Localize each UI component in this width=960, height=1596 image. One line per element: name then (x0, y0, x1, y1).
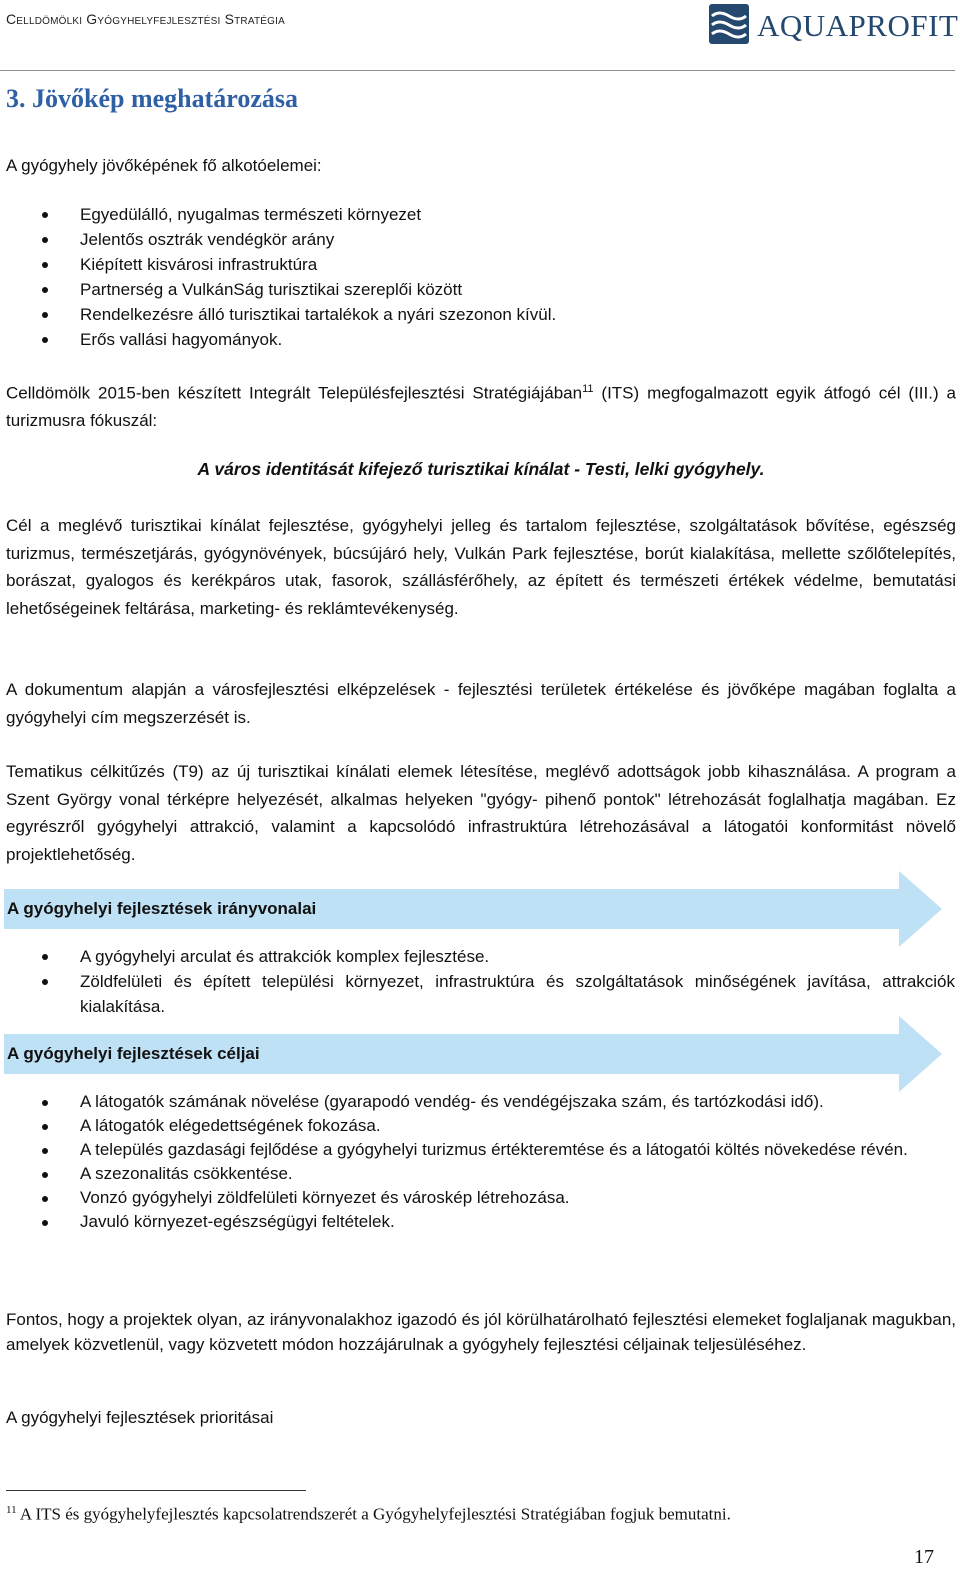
list-item: Vonzó gyógyhelyi zöldfelületi környezet és városkép létrehozása. (0, 1186, 955, 1210)
page-header (0, 0, 959, 71)
section-title: 3. Jövőkép meghatározása (6, 84, 299, 113)
footnote-number: 11 (6, 1504, 17, 1516)
list-item: Jelentős osztrák vendégkör arány (0, 227, 955, 252)
list-item: Erős vallási hagyományok. (0, 327, 955, 352)
directions-banner (4, 871, 956, 947)
list-item: A látogatók számának növelése (gyarapodó vendég- és vendégéjszaka szám, és tartózkodási idő). (0, 1090, 955, 1114)
list-item: A látogatók elégedettségének fokozása. (0, 1114, 955, 1138)
bullet-icon (42, 1124, 48, 1130)
bullet-icon (42, 1220, 48, 1226)
priorities-heading: A gyógyhelyi fejlesztések prioritásai (6, 1408, 274, 1427)
bullet-icon (42, 337, 48, 343)
its-paragraph: Celldömölk 2015-ben készített Integrált Településfejlesztési Stratégiájában$^{11}$ (ITS) megfogalmazott egyik átfogó cél (III.) a turizmusra fókuszál: (6, 383, 956, 431)
logo-text: AQUAPROFIT (757, 8, 959, 43)
closing-paragraph: Fontos, hogy a projektek olyan, az irányvonalakhoz igazodó és jól körülhatárolható fejlesztési elemeket foglaljanak magukban, amelyek közvetlenül, vagy közvetett módon hozzájárulnak a gyógyhely fejlesztési céljainak teljesüléséhez. (6, 1310, 956, 1354)
bullet-icon (42, 1172, 48, 1178)
vision-list (0, 202, 955, 352)
bullet-icon (42, 212, 48, 218)
list-item: A szezonalitás csökkentése. (0, 1162, 955, 1186)
thematic-paragraph: Tematikus célkitűzés (T9) az új turisztikai kínálati elemek létesítése, meglévő adottságok jobb kihasználása. A program a Szent György vonal térképre helyezését, alkalmas helyeken "gyógy- pihenő pontok" létrehozását foglalhatja magában. Ez egyrészről gyógyhelyi attrakció, valamint a kapcsolódó infrastruktúra létrehozásával a látogatói konformitást növelő projektlehetőség. (6, 762, 956, 864)
footnote-ref: 11 (582, 383, 594, 395)
bullet-icon (42, 262, 48, 268)
list-item: Egyedülálló, nyugalmas természeti környezet (0, 202, 955, 227)
list-item: Kiépített kisvárosi infrastruktúra (0, 252, 955, 277)
intro-text: A gyógyhely jövőképének fő alkotóelemei: (6, 156, 322, 175)
goals-banner (4, 1016, 956, 1092)
footnote-divider (6, 1490, 306, 1491)
bullet-icon (42, 1100, 48, 1106)
page-number: 17 (914, 1546, 934, 1568)
document-paragraph: A dokumentum alapján a városfejlesztési elképzelések - fejlesztési területek értékelése és jövőképe magában foglalta a gyógyhelyi cím megszerzését is. (6, 680, 956, 727)
bullet-icon (42, 979, 48, 985)
bullet-icon (42, 1148, 48, 1154)
bullet-icon (42, 237, 48, 243)
list-item: A település gazdasági fejlődése a gyógyhelyi turizmus értékteremtése és a látogatói költés növekedése révén. (0, 1138, 955, 1162)
list-item: Zöldfelületi és épített települési környezet, infrastruktúra és szolgáltatások minőségének javítása, attrakciók kialakítása. (0, 969, 955, 1019)
list-item: Rendelkezésre álló turisztikai tartalékok a nyári szezonon kívül. (0, 302, 955, 327)
bullet-icon (42, 287, 48, 293)
footnote: $^{11}$ A ITS és gyógyhelyfejlesztés kapcsolatrendszerét a Gyógyhelyfejlesztési Stratégiában fogjuk bemutatni. (6, 1504, 731, 1524)
bullet-icon (42, 954, 48, 960)
goals-list (0, 1090, 955, 1234)
banner-label: A gyógyhelyi fejlesztések céljai (7, 1044, 260, 1063)
banner-label: A gyógyhelyi fejlesztések irányvonalai (7, 899, 317, 918)
directions-list (0, 944, 955, 1019)
wave-logo-icon (709, 4, 749, 44)
bullet-icon (42, 312, 48, 318)
list-item: Partnerség a VulkánSág turisztikai szereplői között (0, 277, 955, 302)
goal-paragraph: Cél a meglévő turisztikai kínálat fejlesztése, gyógyhelyi jelleg és tartalom fejlesztése, szolgáltatások bővítése, egészség turizmus, természetjárás, gyógynövények, búcsújáró hely, Vulkán Park fejlesztése, borút kialakítása, mellette szőlőtelepítés, borászat, gyalogos és kerékpáros utak, fasorok, szállásférőhely, az épített és természeti értékek védelme, bemutatási lehetőségeinek feltárása, marketing- és reklámtevékenység. (6, 516, 956, 618)
header-title: Celldömölki Gyógyhelyfejlesztési Stratégia (6, 11, 285, 27)
bullet-icon (42, 1196, 48, 1202)
motto: A város identitását kifejező turisztikai kínálat - Testi, lelki gyógyhely. (197, 459, 765, 479)
list-item: A gyógyhelyi arculat és attrakciók komplex fejlesztése. (0, 944, 955, 969)
list-item: Javuló környezet-egészségügyi feltételek. (0, 1210, 955, 1234)
